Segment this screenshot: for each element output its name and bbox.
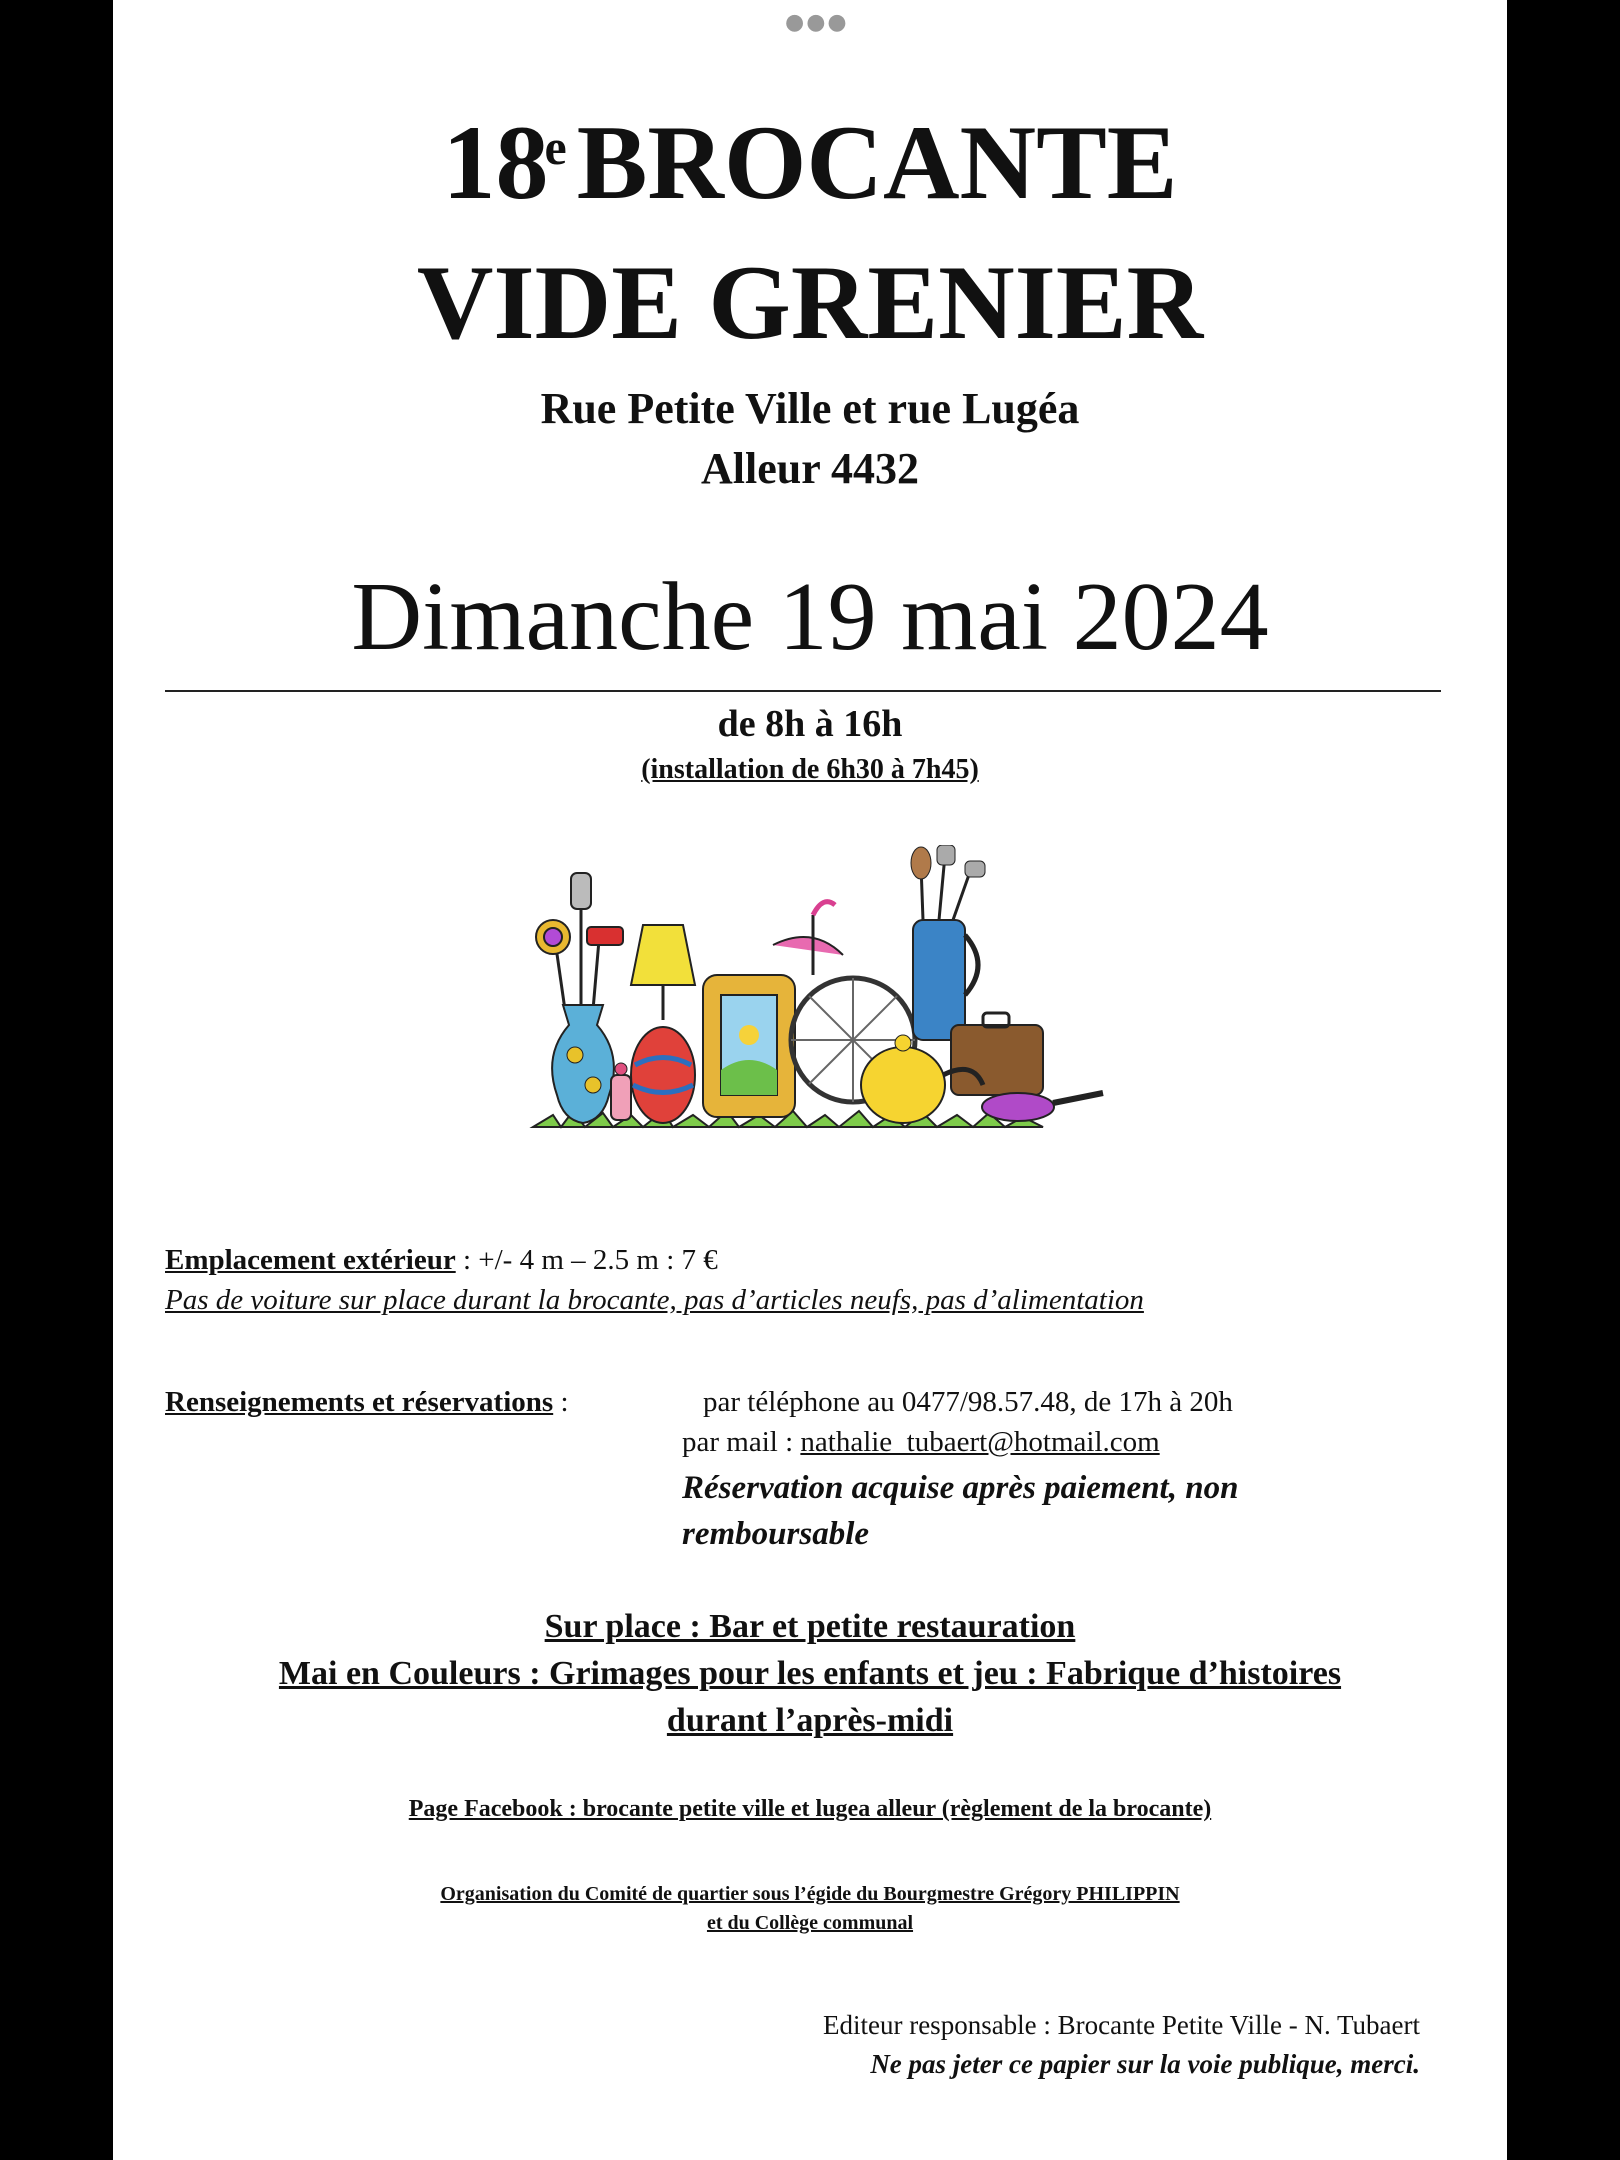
organisation-line-2: et du Collège communal	[706, 1912, 914, 1934]
organisation-block	[113, 1880, 1507, 1938]
renseignements-sep: :	[553, 1386, 569, 1418]
emplacement-line	[165, 1242, 718, 1280]
emplacement-value: : +/- 4 m – 2.5 m : 7 €	[455, 1244, 718, 1276]
sur-place-line-1: Sur place : Bar et petite restauration	[544, 1608, 1076, 1645]
organisation-line-1: Organisation du Comité de quartier sous l’égide du Bourgmestre Grégory PHILIPPIN	[440, 1883, 1180, 1905]
editeur-line-2: Ne pas jeter ce papier sur la voie publique, merci.	[870, 2049, 1420, 2080]
flyer-page	[113, 0, 1507, 2160]
renseignements-heading	[165, 1384, 569, 1422]
sur-place-line-3: durant l’après-midi	[666, 1701, 954, 1739]
editeur-line-1: Editeur responsable : Brocante Petite Ville - N. Tubaert	[822, 2010, 1420, 2040]
reservation-note: Réservation acquise après paiement, non remboursable	[682, 1470, 1239, 1552]
title-line-1	[113, 104, 1507, 221]
contact-phone: par téléphone au 0477/98.57.48, de 17h à 20h	[703, 1386, 1233, 1418]
contact-mail-line	[682, 1424, 1160, 1462]
mail-prefix: par mail :	[682, 1426, 801, 1458]
edition-number: 18	[442, 104, 549, 221]
renseignements-label: Renseignements et réservations	[165, 1386, 554, 1418]
brocante-objects-illustration	[513, 845, 1113, 1135]
event-hours: de 8h à 16h	[717, 703, 903, 745]
installation-hours: (installation de 6h30 à 7h45)	[641, 754, 979, 785]
address-street: Rue Petite Ville et rue Lugéa	[540, 384, 1080, 433]
mail-link[interactable]: nathalie_tubaert@hotmail.com	[800, 1426, 1160, 1458]
title-line-2: VIDE GRENIER	[416, 244, 1204, 361]
event-date: Dimanche 19 mai 2024	[351, 563, 1269, 671]
edition-suffix: e	[544, 119, 567, 175]
sur-place-block	[113, 1604, 1507, 1745]
sur-place-line-2: Mai en Couleurs : Grimages pour les enfants et jeu : Fabrique d’histoires	[278, 1654, 1342, 1692]
address-city: Alleur 4432	[701, 444, 919, 493]
emplacement-note: Pas de voiture sur place durant la brocante, pas d’articles neufs, pas d’alimentation	[165, 1284, 1144, 1316]
editeur-block	[823, 2006, 1420, 2084]
emplacement-label: Emplacement extérieur	[165, 1244, 456, 1276]
more-options-icon[interactable]: ●●●	[785, 10, 849, 35]
title-brocante: BROCANTE	[576, 104, 1178, 221]
divider	[165, 690, 1441, 692]
facebook-page: Page Facebook : brocante petite ville et lugea alleur (règlement de la brocante)	[408, 1796, 1212, 1822]
